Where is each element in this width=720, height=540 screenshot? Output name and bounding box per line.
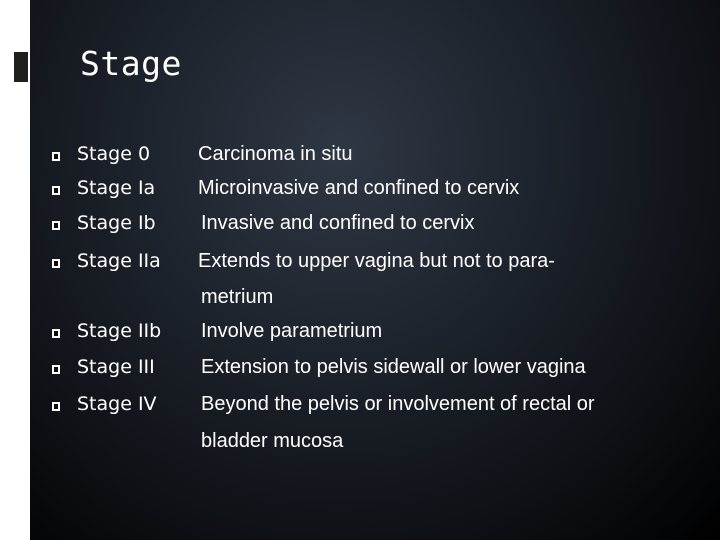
stage-label: Stage IIa bbox=[77, 250, 161, 272]
list-item bbox=[0, 354, 720, 388]
stage-description: Extends to upper vagina but not to para- bbox=[198, 250, 555, 272]
square-bullet-icon bbox=[52, 259, 60, 268]
title-marker bbox=[14, 52, 28, 82]
stage-label: Stage IV bbox=[77, 393, 157, 415]
stage-description: Extension to pelvis sidewall or lower vagina bbox=[201, 356, 586, 378]
stage-description-continuation: bladder mucosa bbox=[201, 430, 344, 452]
list-item bbox=[0, 141, 720, 175]
stage-description: Beyond the pelvis or involvement of rectal or bbox=[201, 393, 595, 415]
square-bullet-icon bbox=[52, 365, 60, 374]
slide-title: Stage bbox=[80, 44, 182, 83]
list-item bbox=[0, 318, 720, 352]
stage-label: Stage 0 bbox=[77, 143, 151, 165]
stage-description: Involve parametrium bbox=[201, 320, 383, 342]
stage-description: Microinvasive and confined to cervix bbox=[198, 177, 520, 199]
list-item bbox=[0, 391, 720, 425]
list-item bbox=[0, 175, 720, 209]
square-bullet-icon bbox=[52, 402, 60, 411]
square-bullet-icon bbox=[52, 152, 60, 161]
stage-description: Carcinoma in situ bbox=[198, 143, 353, 165]
stage-label: Stage IIb bbox=[77, 320, 162, 342]
stage-description: Invasive and confined to cervix bbox=[201, 212, 475, 234]
square-bullet-icon bbox=[52, 221, 60, 230]
stage-label: Stage III bbox=[77, 356, 155, 378]
list-item bbox=[0, 248, 720, 282]
stage-description-continuation: metrium bbox=[201, 286, 274, 308]
stage-label: Stage Ia bbox=[77, 177, 156, 199]
stage-label: Stage Ib bbox=[77, 212, 156, 234]
square-bullet-icon bbox=[52, 329, 60, 338]
square-bullet-icon bbox=[52, 186, 60, 195]
list-item bbox=[0, 210, 720, 244]
